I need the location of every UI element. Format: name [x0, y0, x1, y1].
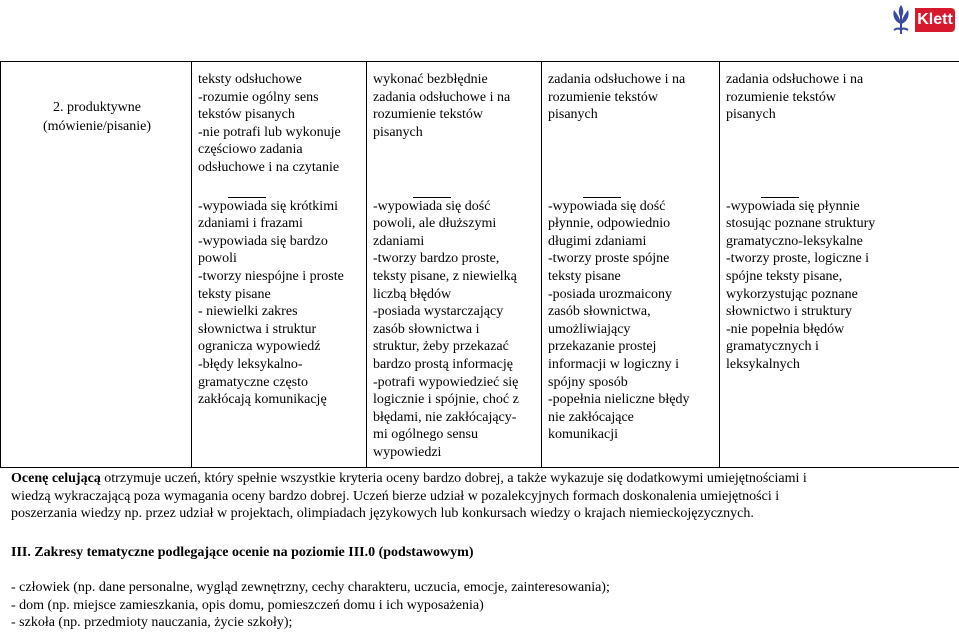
cell-line: odsłuchowe i na czytanie [198, 159, 362, 177]
cell-line: teksty pisane [548, 268, 715, 286]
cell-line: -popełnia nieliczne błędy [548, 391, 715, 409]
cell-line: zadania odsłuchowe i na [726, 71, 955, 89]
cell-line: -nie potrafi lub wykonuje [198, 124, 362, 142]
cell-line: przekazanie prostej [548, 338, 715, 356]
grading-table [0, 61, 959, 468]
row-label-line: 2. produktywne [7, 98, 187, 117]
cell-line: zadania odsłuchowe i na [548, 71, 715, 89]
cell-line: mi ogólnego sensu [373, 426, 537, 444]
cell-line: -tworzy proste spójne [548, 250, 715, 268]
cell-line: pisanych [548, 106, 715, 124]
table-cell [367, 62, 542, 183]
cell-line: tekstów pisanych [198, 106, 362, 124]
paragraph-line: wiedzą wykraczającą poza wymagania oceny bardzo dobrej. Uczeń bierze udział w pozalekcyjnych formach doskonalenia umiejętności i [11, 488, 951, 506]
separator-line [761, 183, 799, 198]
topic-list [11, 579, 610, 632]
cell-line: wykonać bezbłędnie [373, 71, 537, 89]
section-heading: III. Zakresy tematyczne podlegające ocenie na poziomie III.0 (podstawowym) [11, 544, 473, 562]
table-cell [542, 183, 720, 468]
cell-line: umożliwiający [548, 321, 715, 339]
row-label-cell [1, 62, 192, 468]
cell-line: logicznie i spójnie, choć z [373, 391, 537, 409]
cell-line: ogranicza wypowiedź [198, 338, 362, 356]
cell-line: -wypowiada się płynnie [726, 198, 955, 216]
cell-line: -wypowiada się bardzo [198, 233, 362, 251]
cell-line: wypowiedzi [373, 444, 537, 462]
cell-line: błędami, nie zakłócający- [373, 409, 537, 427]
cell-line: pisanych [373, 124, 537, 142]
cell-line: rozumienie tekstów [726, 89, 955, 107]
cell-line: -wypowiada się krótkimi [198, 198, 362, 216]
cell-line: częściowo zadania [198, 141, 362, 159]
cell-line: powoli [198, 250, 362, 268]
cell-line: zdaniami i frazami [198, 215, 362, 233]
cell-line: liczbą błędów [373, 286, 537, 304]
cell-line: teksty odsłuchowe [198, 71, 362, 89]
table-cell [720, 183, 959, 468]
table-row [1, 62, 959, 183]
cell-line: nie zakłócające [548, 409, 715, 427]
grade-name: Ocenę celującą [11, 471, 101, 486]
list-item: - dom (np. miejsce zamieszkania, opis domu, pomieszczeń domu i ich wyposażenia) [11, 597, 610, 615]
cell-line: bardzo prostą informację [373, 356, 537, 374]
cell-line: -rozumie ogólny sens [198, 89, 362, 107]
klett-flower-icon [886, 4, 916, 36]
cell-line: teksty pisane [198, 286, 362, 304]
cell-line: słownictwo i struktury [726, 303, 955, 321]
cell-line: gramatyczne często [198, 374, 362, 392]
cell-line: rozumienie tekstów [548, 89, 715, 107]
table-cell [542, 62, 720, 183]
row-label-line: (mówienie/pisanie) [7, 117, 187, 136]
cell-line: komunikacji [548, 426, 715, 444]
cell-line: -tworzy niespójne i proste [198, 268, 362, 286]
cell-line: -tworzy proste, logiczne i [726, 250, 955, 268]
cell-line: pisanych [726, 106, 955, 124]
paragraph-text: otrzymuje uczeń, który spełnie wszystkie kryteria oceny bardzo dobrej, a także wykazuje się dodatkowymi umiejętnościami i [101, 471, 807, 486]
cell-line: - niewielki zakres [198, 303, 362, 321]
cell-line: -wypowiada się dość [373, 198, 537, 216]
cell-line: stosując poznane struktury [726, 215, 955, 233]
cell-line: teksty pisane, z niewielką [373, 268, 537, 286]
cell-line: rozumienie tekstów [373, 106, 537, 124]
cell-line: słownictwa i struktur [198, 321, 362, 339]
cell-line: -wypowiada się dość [548, 198, 715, 216]
klett-wordmark: Klett [915, 8, 955, 32]
cell-line: spójny sposób [548, 374, 715, 392]
table-cell [192, 183, 367, 468]
cell-line: zakłócają komunikację [198, 391, 362, 409]
cell-line: spójne teksty pisane, [726, 268, 955, 286]
cell-line: leksykalnych [726, 356, 955, 374]
cell-line: -potrafi wypowiedzieć się [373, 374, 537, 392]
paragraph-line [11, 470, 951, 488]
separator-line [228, 183, 266, 198]
cell-line: zadania odsłuchowe i na [373, 89, 537, 107]
cell-line: zasób słownictwa, [548, 303, 715, 321]
separator-line [583, 183, 621, 198]
cell-line: wykorzystując poznane [726, 286, 955, 304]
cell-line: zasób słownictwa i [373, 321, 537, 339]
cell-line: -nie popełnia błędów [726, 321, 955, 339]
klett-logo [882, 2, 956, 38]
cell-line: -posiada urozmaicony [548, 286, 715, 304]
cell-line: płynnie, odpowiednio [548, 215, 715, 233]
cell-line: -błędy leksykalno- [198, 356, 362, 374]
list-item: - szkoła (np. przedmioty nauczania, życie szkoły); [11, 614, 610, 632]
cell-line: -tworzy bardzo proste, [373, 250, 537, 268]
list-item: - człowiek (np. dane personalne, wygląd zewnętrzny, cechy charakteru, uczucia, emocje, zainteresowania); [11, 579, 610, 597]
table-cell [720, 62, 959, 183]
separator-line [413, 183, 451, 198]
paragraph-line: poszerzania wiedzy np. przez udział w projektach, olimpiadach językowych lub konkursach wiedzy o krajach niemieckojęzycznych. [11, 505, 951, 523]
cell-line: zdaniami [373, 233, 537, 251]
cell-line: -posiada wystarczający [373, 303, 537, 321]
cell-line: informacji w logiczny i [548, 356, 715, 374]
grade-description-paragraph [11, 470, 951, 523]
cell-line: gramatyczno-leksykalne [726, 233, 955, 251]
cell-line: struktur, żeby przekazać [373, 338, 537, 356]
cell-line: gramatycznych i [726, 338, 955, 356]
cell-line: powoli, ale dłuższymi [373, 215, 537, 233]
cell-line: długimi zdaniami [548, 233, 715, 251]
table-cell [367, 183, 542, 468]
table-cell [192, 62, 367, 183]
